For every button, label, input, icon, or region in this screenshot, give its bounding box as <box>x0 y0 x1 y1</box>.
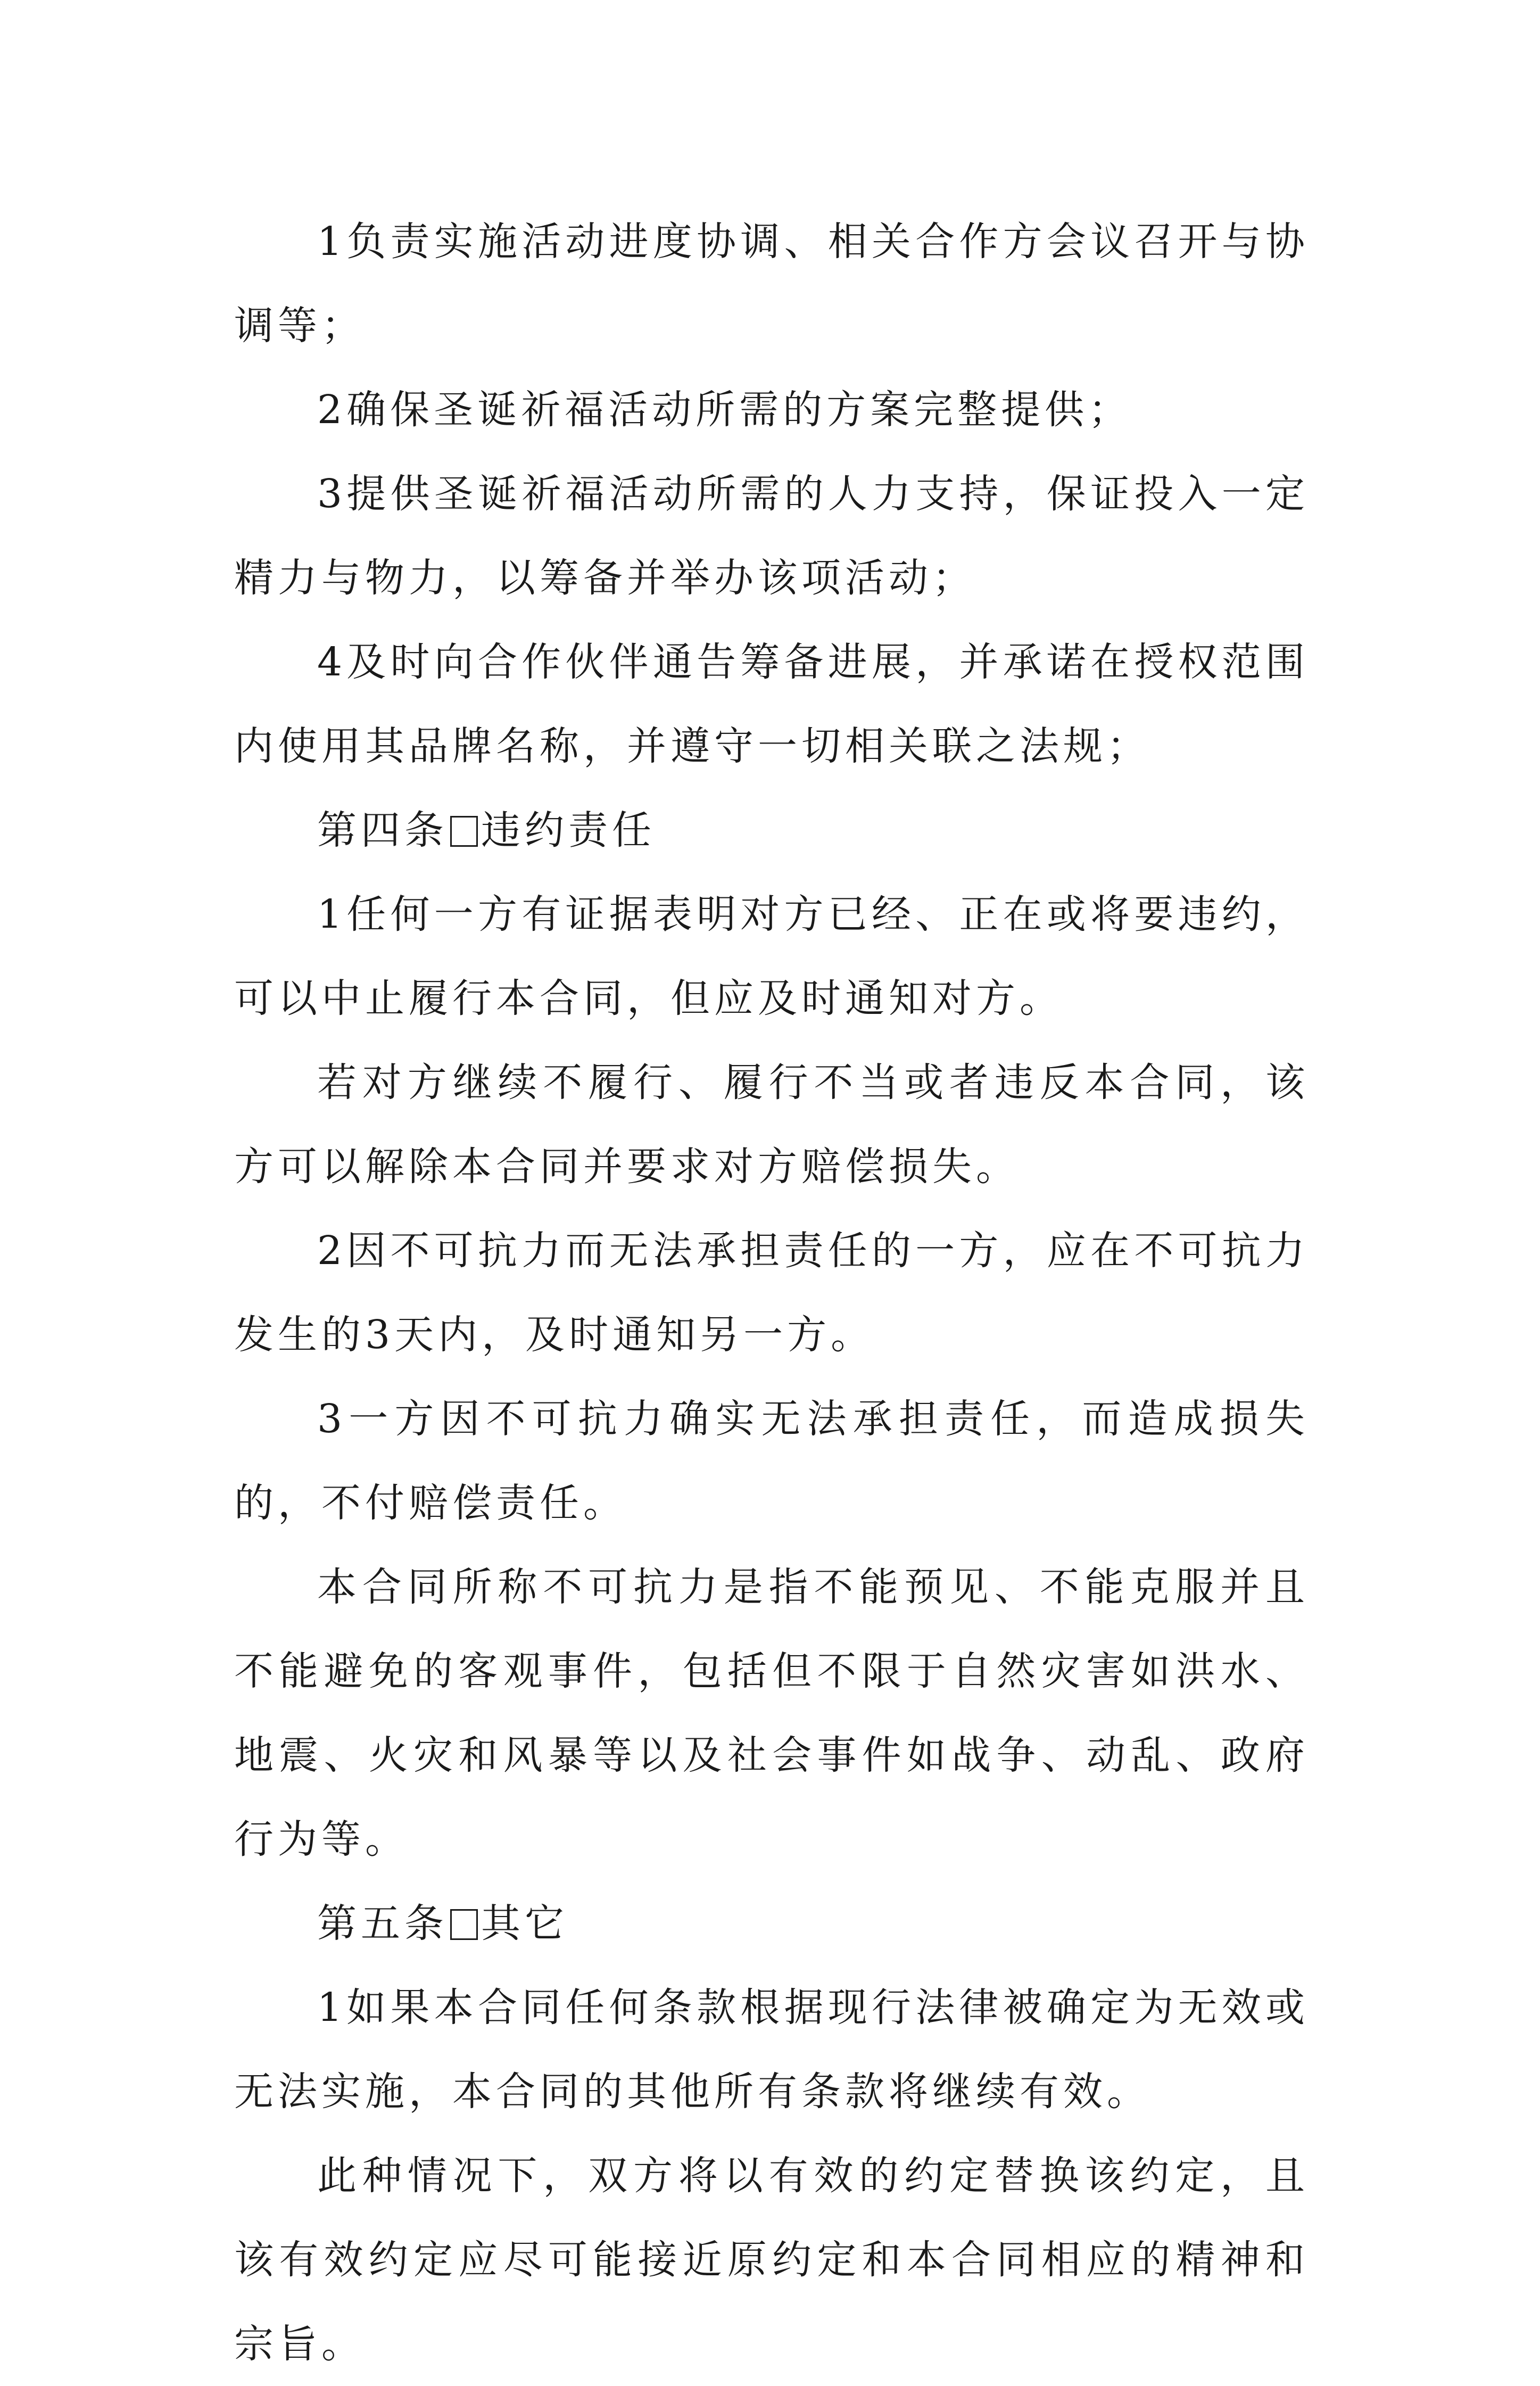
paragraph-2: 2确保圣诞祈福活动所需的方案完整提供； <box>317 387 1132 433</box>
article-4-paragraph-2: 若对方继续不履行、履行不当或者违反本合同，该方可以解除本合同并要求对方赔偿损失。 <box>234 1060 1309 1190</box>
article-4-paragraph-5: 本合同所称不可抗力是指不能预见、不能克服并且不能避免的客观事件，包括但不限于自然灾害如洪水、地震、火灾和风暴等以及社会事件如战争、动乱、政府行为等。 <box>234 1564 1309 1862</box>
article-4-paragraph-3: 2因不可抗力而无法承担责任的一方，应在不可抗力发生的3天内，及时通知另一方。 <box>234 1228 1309 1358</box>
article-5-paragraph-2: 此种情况下，双方将以有效的约定替换该约定，且该有效约定应尽可能接近原约定和本合同相应的精神和宗旨。 <box>234 2153 1309 2367</box>
paragraph-3: 3提供圣诞祈福活动所需的人力支持，保证投入一定精力与物力，以筹备并举办该项活动； <box>234 471 1309 601</box>
article-4-title: 违约责任 <box>481 807 656 853</box>
article-5-heading <box>234 1881 1309 1966</box>
placeholder-box-icon <box>450 1909 478 1940</box>
article-5-label: 第五条 <box>317 1901 448 1946</box>
article-4-heading <box>234 788 1309 872</box>
placeholder-box-icon <box>450 816 478 847</box>
paragraph-4: 4及时向合作伙伴通告筹备进展，并承诺在授权范围内使用其品牌名称，并遵守一切相关联之法规； <box>234 639 1309 769</box>
article-5-title: 其它 <box>481 1901 568 1946</box>
paragraph-1: 1负责实施活动进度协调、相关合作方会议召开与协调等； <box>234 219 1309 349</box>
article-4-paragraph-4: 3一方因不可抗力确实无法承担责任，而造成损失的，不付赔偿责任。 <box>234 1396 1309 1526</box>
article-4-paragraph-1: 1任何一方有证据表明对方已经、正在或将要违约，可以中止履行本合同，但应及时通知对方。 <box>234 891 1309 1021</box>
article-5-paragraph-1: 1如果本合同任何条款根据现行法律被确定为无效或无法实施，本合同的其他所有条款将继续有效。 <box>234 1985 1309 2115</box>
document-body <box>234 200 1309 2386</box>
article-4-label: 第四条 <box>317 807 448 853</box>
